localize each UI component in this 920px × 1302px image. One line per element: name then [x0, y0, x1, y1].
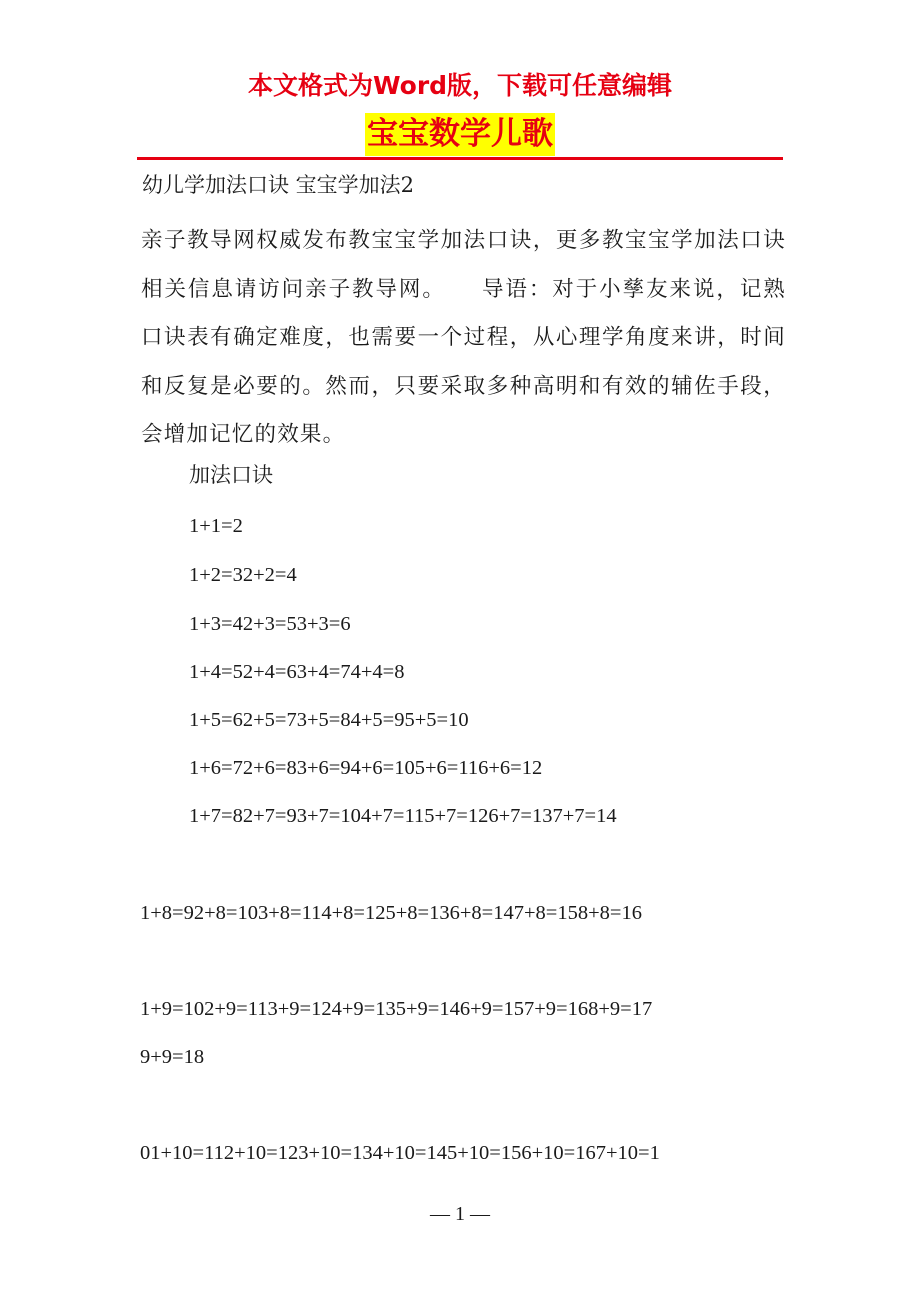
formula-line: 1+4=52+4=63+4=74+4=8 [189, 661, 405, 683]
document-title: 宝宝数学儿歌 [365, 113, 555, 156]
title-divider [137, 157, 783, 160]
title-wrapper [0, 113, 920, 156]
formula-line: 1+2=32+2=4 [189, 564, 297, 586]
formula-line: 1+6=72+6=83+6=94+6=105+6=116+6=12 [189, 757, 543, 779]
formula-line: 1+9=102+9=113+9=124+9=135+9=146+9=157+9=168+9=17 [140, 998, 653, 1020]
formula-line: 9+9=18 [140, 1046, 205, 1068]
intro-paragraph: 亲子教导网权威发布教宝宝学加法口诀，更多教宝宝学加法口诀相关信息请访问亲子教导网。 导语：对于小孳友来说，记熟口诀表有确定难度，也需要一个过程，从心理学角度来讲，时间和反复是必要的。然而，只要采取多种高明和有效的辅佐手段，会增加记忆的效果。 [141, 228, 786, 447]
formula-line: 1+7=82+7=93+7=104+7=115+7=126+7=137+7=14 [189, 805, 617, 827]
subtitle: 幼儿学加法口诀 宝宝学加法2 [142, 173, 415, 197]
formula-line: 1+1=2 [189, 515, 243, 537]
page-number: — 1 — [430, 1203, 490, 1225]
formula-line: 1+3=42+3=53+3=6 [189, 613, 351, 635]
formula-line: 1+8=92+8=103+8=114+8=125+8=136+8=147+8=158+8=16 [140, 902, 642, 924]
formula-line: 01+10=112+10=123+10=134+10=145+10=156+10=167+10=1 [140, 1142, 660, 1164]
formula-line: 1+5=62+5=73+5=84+5=95+5=10 [189, 709, 469, 731]
format-notice: 本文格式为Word版，下载可任意编辑 [247, 71, 673, 100]
section-heading: 加法口诀 [189, 463, 273, 487]
